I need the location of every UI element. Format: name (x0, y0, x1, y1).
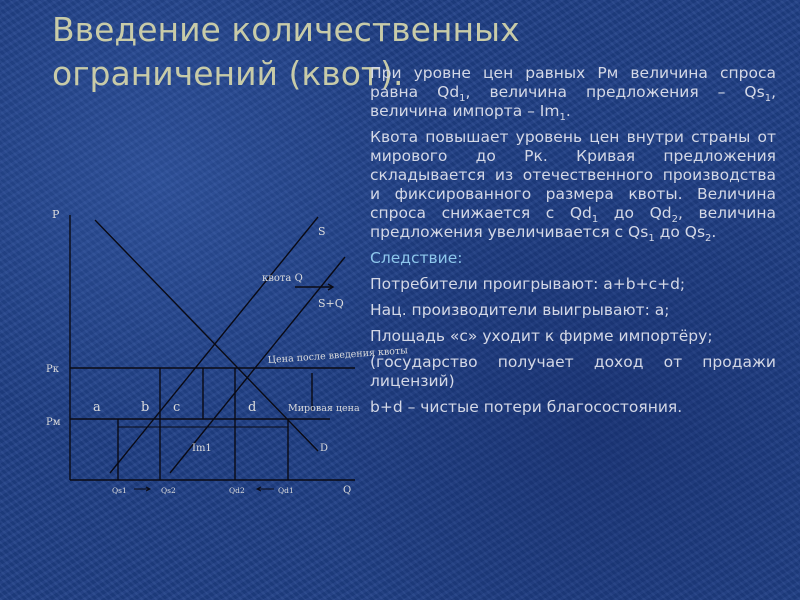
y-axis-label: P (52, 208, 60, 221)
area-d-label: d (248, 400, 257, 415)
paragraph-import: При уровне цен равных Рм величина спроса равна $Qd_1$, величина предложения – $Qs_1$, величина импорта – $Im_1$. (370, 64, 776, 124)
supply-quota-curve (170, 257, 345, 473)
consequence-heading: Следствие: (370, 249, 463, 267)
qs1-label: Qs1 (112, 486, 127, 495)
x-axis-label: Q (343, 485, 352, 496)
supply-quota-label: S+Q (318, 297, 344, 310)
price-low-label: Рм (46, 417, 61, 428)
paragraph-quota: Квота повышает уровень цен внутри страны от мирового до Рк. Кривая предложения складывается из отечественного производства и фиксированного размера квоты. Величина спроса снижается с $Qd_1$ до $Qd_2$, величина предложения увеличивается с $Qs_1$ до $Qs_2$. (370, 128, 776, 245)
consequence-producers: Нац. производители выигрывают: а; (370, 301, 670, 319)
explanation-text (370, 64, 776, 424)
price-after-quota-label: Цена после введения квоты (267, 345, 409, 366)
quota-label: квота Q (262, 273, 303, 284)
slide-title: Введение количественных ограничений (квот). (52, 10, 520, 93)
area-b-label: b (141, 400, 150, 415)
world-price-label: Мировая цена (288, 403, 360, 414)
consequence-losses: b+d – чистые потери благосостояния. (370, 398, 683, 416)
quota-diagram (40, 195, 409, 500)
qd2-label: Qd2 (229, 486, 245, 495)
consequence-consumers: Потребители проигрывают: a+b+c+d; (370, 275, 686, 293)
consequence-state: (государство получает доход от продажи лицензий) (370, 353, 776, 390)
import-label: Im1 (192, 443, 212, 454)
qd1-label: Qd1 (278, 486, 294, 495)
demand-label: D (320, 443, 329, 454)
area-c-label: c (173, 400, 181, 415)
price-high-label: Рк (46, 364, 59, 375)
consequence-importer: Площадь «с» уходит к фирме импортёру; (370, 327, 713, 345)
demand-curve (95, 220, 318, 451)
supply-label: S (318, 225, 326, 238)
qs2-label: Qs2 (161, 486, 176, 495)
area-a-label: a (93, 400, 101, 415)
supply-curve (110, 217, 318, 473)
